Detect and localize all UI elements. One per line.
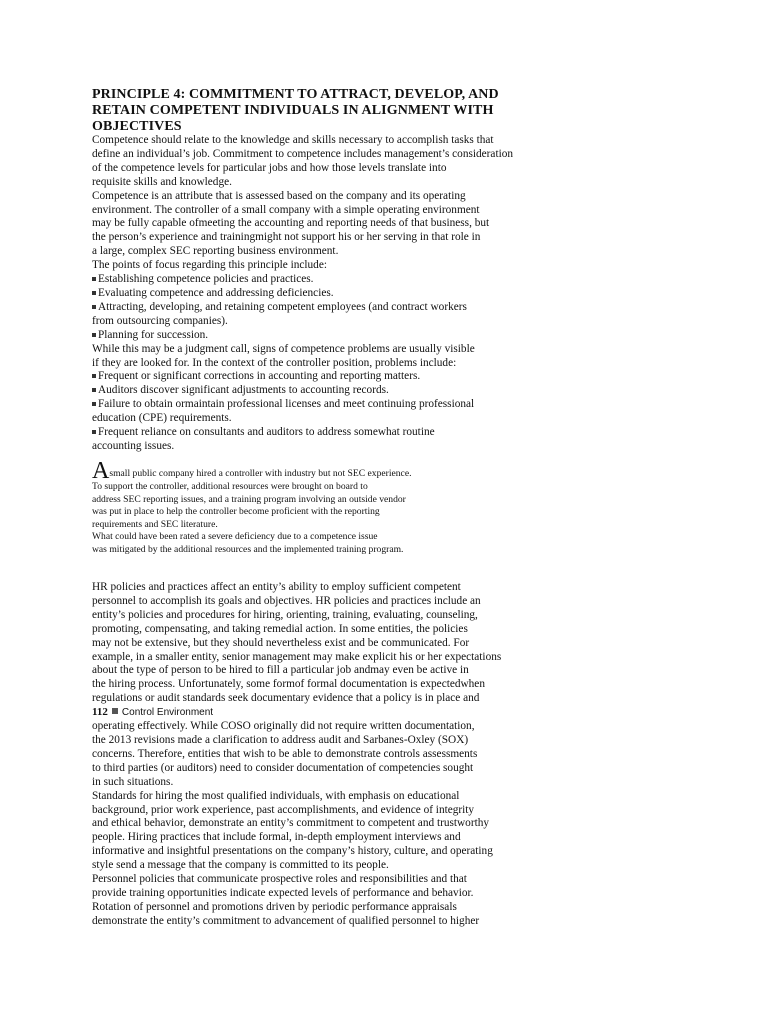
text-line: the person’s experience and trainingmight not support his or her serving in that role in [92, 231, 481, 244]
heading-line: RETAIN COMPETENT INDIVIDUALS IN ALIGNMENT WITH [92, 103, 494, 118]
bullet-icon [92, 388, 96, 392]
example-line: What could have been rated a severe deficiency due to a competence issue [92, 531, 378, 542]
bullet-icon [92, 374, 96, 378]
text-line: may not be extensive, but they should nevertheless exist and be communicated. For [92, 636, 470, 649]
problem-item [92, 384, 652, 398]
focus-point-text: Planning for succession. [98, 328, 209, 341]
text-line: personnel to accomplish its goals and objectives. HR policies and practices include an [92, 594, 481, 607]
text-line: informative and insightful presentations on the company’s history, culture, and operating [92, 845, 493, 858]
bullet-icon [92, 402, 96, 406]
example-line: requirements and SEC literature. [92, 518, 218, 530]
heading-line: OBJECTIVES [92, 119, 182, 134]
text-line: in such situations. [92, 775, 174, 788]
text-line: operating effectively. While COSO originally did not require written documentation, [92, 720, 475, 733]
hr-policies-text [92, 581, 652, 929]
running-head [92, 706, 652, 720]
text-line: Competence should relate to the knowledge and skills necessary to accomplish tasks that [92, 134, 494, 146]
problem-continuation: education (CPE) requirements. [92, 412, 232, 425]
example-first-line-text: small public company hired a controller with industry but not SEC experience. [109, 468, 412, 479]
text-line: the 2013 revisions made a clarification to address audit and Sarbanes-Oxley (SOX) [92, 733, 469, 746]
example-box [92, 458, 652, 556]
problem-text: Auditors discover significant adjustments to accounting records. [98, 384, 389, 397]
text-line: background, prior work experience, past accomplishments, and evidence of integrity [92, 803, 475, 816]
text-line: a large, complex SEC reporting business environment. [92, 245, 339, 258]
text-line: about the type of person to be hired to fill a particular job andmay even be active in [92, 664, 469, 677]
text-line: provide training opportunities indicate expected levels of performance and behavior. [92, 886, 474, 899]
text-line: Personnel policies that communicate prospective roles and responsibilities and that [92, 873, 467, 886]
bullet-icon [92, 277, 96, 281]
square-separator-icon [112, 708, 118, 714]
text-line: the hiring process. Unfortunately, some formof formal documentation is expectedwhen [92, 678, 485, 691]
text-line: environment. The controller of a small company with a simple operating environment [92, 203, 480, 216]
problem-text: Failure to obtain ormaintain professional licenses and meet continuing professional [98, 398, 475, 411]
focus-point-item [92, 273, 652, 287]
text-line: example, in a smaller entity, senior management may make explicit his or her expectations [92, 650, 502, 663]
page-number: 112 [92, 706, 108, 719]
problem-continuation: accounting issues. [92, 439, 175, 452]
text-line: to third parties (or auditors) need to consider documentation of competencies sought [92, 761, 474, 774]
text-line: of the competence levels for particular jobs and how those levels translate into [92, 161, 447, 174]
text-line: demonstrate the entity’s commitment to advancement of qualified personnel to higher [92, 914, 480, 927]
text-line: and ethical behavior, demonstrate an entity’s commitment to competent and trustworthy [92, 817, 490, 830]
text-line: may be fully capable ofmeeting the accounting and reporting needs of that business, but [92, 217, 490, 230]
intro-text [92, 134, 652, 454]
text-line: Competence is an attribute that is assessed based on the company and its operating [92, 189, 466, 202]
bullet-icon [92, 291, 96, 295]
problem-item [92, 398, 652, 412]
focus-point-item [92, 301, 652, 315]
text-line: HR policies and practices affect an entity’s ability to employ sufficient competent [92, 581, 461, 593]
example-line: was mitigated by the additional resources and the implemented training program. [92, 543, 404, 555]
focus-point-text: Evaluating competence and addressing deficiencies. [98, 286, 334, 299]
text-line: concerns. Therefore, entities that wish to be able to demonstrate controls assessments [92, 747, 478, 760]
example-first-line [92, 458, 652, 484]
text-line: if they are looked for. In the context of the controller position, problems include: [92, 356, 457, 369]
problem-text: Frequent reliance on consultants and auditors to address somewhat routine [98, 426, 435, 439]
focus-point-item [92, 287, 652, 301]
focus-point-text: Attracting, developing, and retaining competent employees (and contract workers [98, 300, 467, 313]
focus-point-text: Establishing competence policies and practices. [98, 273, 314, 286]
section-heading [92, 87, 652, 135]
example-line: To support the controller, additional resources were brought on board to [92, 481, 368, 492]
text-line: The points of focus regarding this principle include: [92, 259, 327, 272]
drop-cap: A [92, 458, 110, 484]
bullet-icon [92, 333, 96, 337]
text-line: style send a message that the company is committed to its people. [92, 859, 389, 872]
text-line: promoting, compensating, and taking remedial action. In some entities, the policies [92, 622, 468, 635]
running-head-title: Control Environment [121, 707, 214, 719]
focus-point-item [92, 329, 652, 343]
heading-line: PRINCIPLE 4: COMMITMENT TO ATTRACT, DEVELOP, AND [92, 87, 499, 102]
text-line: people. Hiring practices that include formal, in-depth employment interviews and [92, 831, 461, 844]
text-line: regulations or audit standards seek documentary evidence that a policy is in place and [92, 692, 480, 705]
text-line: Rotation of personnel and promotions driven by periodic performance appraisals [92, 900, 457, 913]
example-line: was put in place to help the controller become proficient with the reporting [92, 506, 380, 517]
text-line: define an individual’s job. Commitment to competence includes management’s consideration [92, 147, 514, 160]
problem-item [92, 426, 652, 440]
text-line: While this may be a judgment call, signs of competence problems are usually visible [92, 342, 475, 355]
problem-item [92, 370, 652, 384]
bullet-icon [92, 430, 96, 434]
problem-text: Frequent or significant corrections in accounting and reporting matters. [98, 370, 421, 383]
text-line: entity’s policies and procedures for hiring, orienting, training, evaluating, counseling, [92, 608, 478, 621]
text-line: requisite skills and knowledge. [92, 175, 232, 188]
example-line: address SEC reporting issues, and a training program involving an outside vendor [92, 493, 406, 505]
bullet-icon [92, 305, 96, 309]
focus-point-continuation: from outsourcing companies). [92, 314, 228, 327]
text-line: Standards for hiring the most qualified individuals, with emphasis on educational [92, 789, 460, 802]
